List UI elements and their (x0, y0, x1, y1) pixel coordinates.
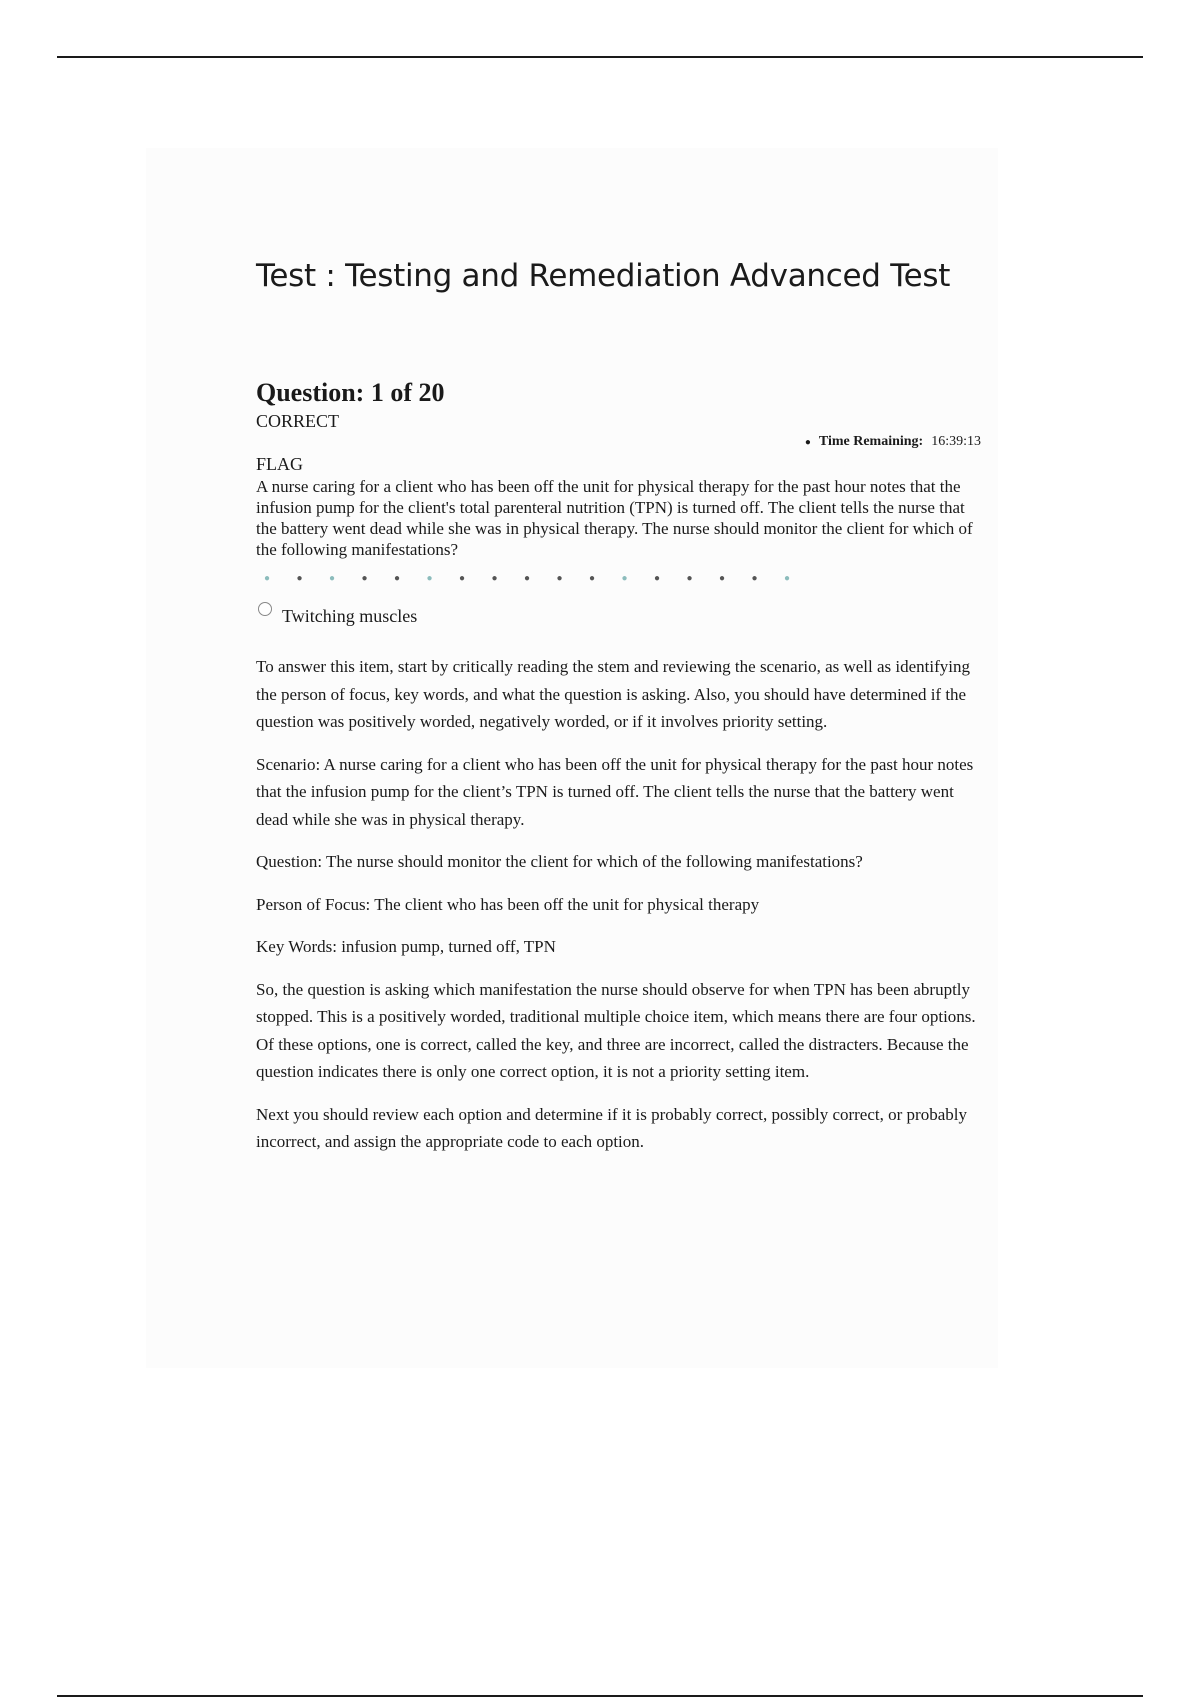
test-title: Test : Testing and Remediation Advanced Test (256, 258, 951, 294)
progress-dot-icon: ● (556, 573, 563, 584)
progress-dot-icon: ● (394, 573, 401, 584)
rationale-paragraph: To answer this item, start by critically reading the stem and reviewing the scenario, as well as identifying the person of focus, key words, and what the question is asking. Also, you should have determined if the question was positively worded, negatively worded, or if it involves priority setting. (256, 657, 971, 731)
rationale (256, 653, 986, 1171)
bullet-icon: ● (804, 436, 811, 448)
rationale-key-words: Key Words: infusion pump, turned off, TPN (256, 937, 556, 956)
progress-dots (264, 574, 817, 584)
flag-button[interactable]: FLAG (256, 454, 304, 474)
status-label: CORRECT (256, 411, 340, 431)
progress-dot-icon: ● (719, 573, 726, 584)
rationale-person-of-focus: Person of Focus: The client who has been off the unit for physical therapy (256, 894, 760, 914)
answer-option[interactable] (258, 600, 417, 627)
progress-dot-icon: ● (751, 573, 758, 584)
progress-dot-icon: ● (524, 573, 531, 584)
question-content (256, 258, 986, 1151)
progress-dot-icon: ● (654, 573, 661, 584)
rationale-question: Question: The nurse should monitor the client for which of the following manifestations? (256, 852, 863, 871)
rationale-analysis: So, the question is asking which manifestation the nurse should observe for when TPN has been abruptly stopped. This is a positively worded, traditional multiple choice item, which means there are four options. Of these options, one is correct, called the key, and three are incorrect, called the distracters. Because the question indicates there is only one correct option, it is not a priority setting item. (256, 979, 976, 1081)
question-stem: A nurse caring for a client who has been off the unit for physical therapy for the past hour notes that the infusion pump for the client's total parenteral nutrition (TPN) is turned off. The client tells the nurse that the battery went dead while she was in physical therapy. The nurse should monitor the client for which of the following manifestations? (256, 477, 973, 559)
answer-option-label: Twitching muscles (282, 606, 418, 626)
rationale-next-steps: Next you should review each option and determine if it is probably correct, possibly correct, or probably incorrect, and assign the appropriate code to each option. (256, 1104, 967, 1151)
progress-dot-icon: ● (589, 573, 596, 584)
progress-dot-icon: ● (621, 573, 628, 584)
time-remaining-value: 16:39:13 (931, 434, 981, 449)
bottom-rule (57, 1695, 1143, 1697)
progress-dot-icon: ● (361, 573, 368, 584)
top-rule (57, 56, 1143, 58)
progress-dot-icon: ● (459, 573, 466, 584)
progress-dot-icon: ● (784, 573, 791, 584)
progress-dot-icon: ● (296, 573, 303, 584)
time-remaining (805, 434, 981, 450)
progress-dot-icon: ● (491, 573, 498, 584)
progress-dot-icon: ● (264, 573, 271, 584)
progress-dot-icon: ● (426, 573, 433, 584)
progress-dot-icon: ● (686, 573, 693, 584)
radio-icon[interactable] (258, 602, 272, 616)
progress-dot-icon: ● (329, 573, 336, 584)
rationale-scenario: Scenario: A nurse caring for a client who has been off the unit for physical therapy for the past hour notes that the infusion pump for the client’s TPN is turned off. The client tells the nurse that the battery went dead while she was in physical therapy. (256, 754, 974, 829)
question-heading: Question: 1 of 20 (256, 378, 445, 407)
time-remaining-label: Time Remaining: (818, 434, 924, 449)
